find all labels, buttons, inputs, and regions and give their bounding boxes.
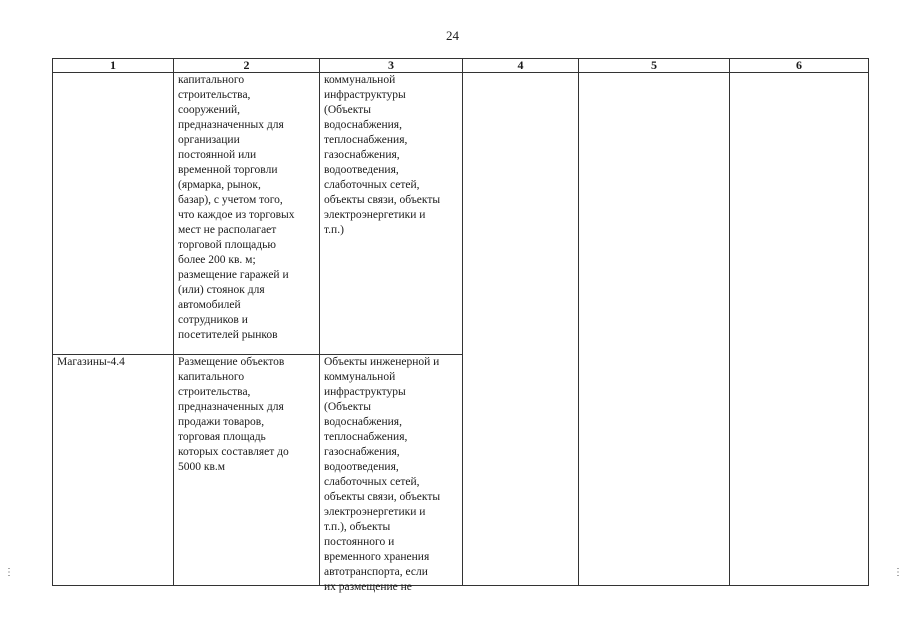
cell-text-line: мест не располагает: [178, 224, 277, 236]
cell-text-line: инфраструктуры: [324, 386, 406, 398]
cell-text-line: газоснабжения,: [324, 446, 400, 458]
row2-infrastructure-cell: [320, 355, 463, 593]
cell-text-line: (Объекты: [324, 401, 371, 413]
cell-text-line: строительства,: [178, 89, 251, 101]
cell-text-line: объекты связи, объекты: [324, 491, 441, 503]
column-5-cell: [579, 73, 730, 586]
cell-text-line: водоотведения,: [324, 461, 399, 473]
cell-text-line: слаботочных сетей,: [324, 179, 420, 191]
cell-text-line: 5000 кв.м: [178, 461, 226, 473]
cell-text-line: торговой площадью: [178, 239, 276, 251]
cell-text-line: организации: [178, 134, 240, 146]
table-row: [53, 73, 869, 355]
cell-text-line: теплоснабжения,: [324, 134, 408, 146]
cell-text-line: их размещение не: [324, 581, 412, 593]
cell-text-line: торговая площадь: [178, 431, 266, 443]
row2-description-cell: [174, 355, 320, 586]
cell-text-line: что каждое из торговых: [178, 209, 295, 221]
cell-text-line: (ярмарка, рынок,: [178, 179, 261, 191]
column-header-1: 1: [53, 59, 174, 73]
column-4-cell: [463, 73, 579, 586]
cell-text-line: (Объекты: [324, 104, 371, 116]
cell-text-line: посетителей рынков: [178, 329, 278, 341]
cell-text-line: электроэнергетики и: [324, 209, 426, 221]
column-header-5: 5: [579, 59, 730, 73]
cell-text-line: теплоснабжения,: [324, 431, 408, 443]
cell-text-line: которых составляет до: [178, 446, 289, 458]
cell-text-line: постоянного и: [324, 536, 395, 548]
cell-text-line: капитального: [178, 371, 245, 383]
row2-description-text: [178, 355, 315, 475]
cell-text-line: коммунальной: [324, 371, 396, 383]
cell-text-line: инфраструктуры: [324, 89, 406, 101]
cell-text-line: базар), с учетом того,: [178, 194, 283, 206]
land-use-table: [52, 58, 869, 593]
cell-text-line: объекты связи, объекты: [324, 194, 441, 206]
header-row: [53, 59, 869, 73]
left-edge-mark: ⋮: [4, 567, 14, 578]
cell-text-line: предназначенных для: [178, 401, 284, 413]
cell-text-line: размещение гаражей и: [178, 269, 289, 281]
cell-text-line: т.п.): [324, 224, 344, 236]
row1-infrastructure-text: [324, 73, 458, 238]
cell-text-line: водоснабжения,: [324, 416, 402, 428]
column-header-6: 6: [730, 59, 869, 73]
cell-text-line: временной торговли: [178, 164, 278, 176]
column-header-2: 2: [174, 59, 320, 73]
column-header-4: 4: [463, 59, 579, 73]
row1-infrastructure-cell: [320, 73, 463, 355]
column-header-3: 3: [320, 59, 463, 73]
cell-text-line: предназначенных для: [178, 119, 284, 131]
cell-text-line: водоснабжения,: [324, 119, 402, 131]
column-6-cell: [730, 73, 869, 586]
cell-text-line: более 200 кв. м;: [178, 254, 256, 266]
cell-text-line: продажи товаров,: [178, 416, 265, 428]
cell-text-line: сооружений,: [178, 104, 241, 116]
cell-text-line: сотрудников и: [178, 314, 248, 326]
row1-description-text: [178, 73, 315, 343]
cell-text-line: т.п.), объекты: [324, 521, 391, 533]
cell-text-line: слаботочных сетей,: [324, 476, 420, 488]
cell-text-line: электроэнергетики и: [324, 506, 426, 518]
cell-text-line: постоянной или: [178, 149, 257, 161]
cell-text-line: автотранспорта, если: [324, 566, 428, 578]
row1-description-cell: [174, 73, 320, 355]
page-number: 24: [446, 28, 459, 43]
row2-infrastructure-text: [324, 355, 458, 593]
cell-text-line: коммунальной: [324, 74, 396, 86]
cell-text-line: водоотведения,: [324, 164, 399, 176]
cell-text-line: капитального: [178, 74, 245, 86]
cell-text-line: (или) стоянок для: [178, 284, 265, 296]
cell-text-line: временного хранения: [324, 551, 430, 563]
row1-use-name-cell: [53, 73, 174, 355]
cell-text-line: Объекты инженерной и: [324, 356, 440, 368]
cell-text-line: строительства,: [178, 386, 251, 398]
row2-use-name-cell: Магазины-4.4: [53, 355, 174, 586]
cell-text-line: газоснабжения,: [324, 149, 400, 161]
right-edge-mark: ⋮: [893, 567, 903, 578]
cell-text-line: автомобилей: [178, 299, 241, 311]
cell-text-line: Размещение объектов: [178, 356, 285, 368]
